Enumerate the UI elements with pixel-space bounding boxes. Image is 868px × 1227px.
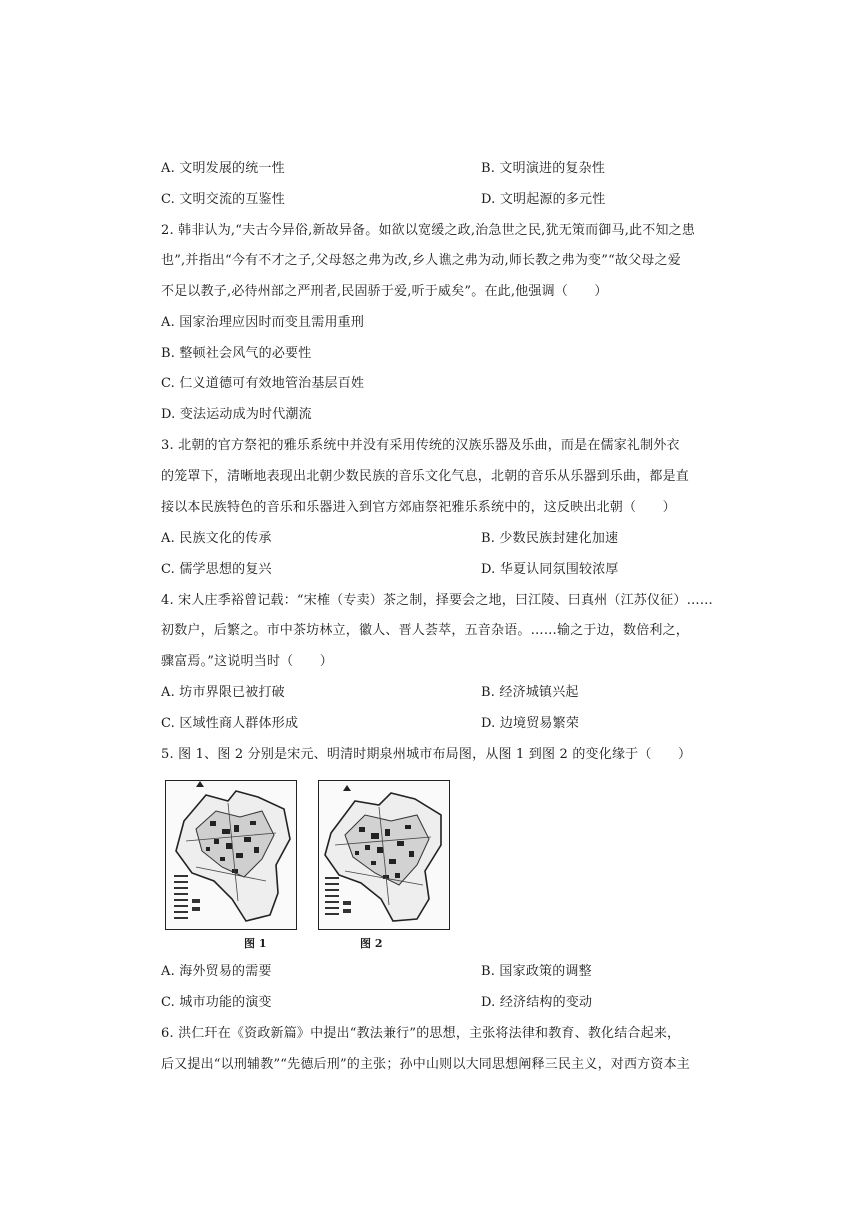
q1-option-d: D. 文明起源的多元性 — [481, 192, 606, 207]
q4-stem-line-2: 初数户，后繁之。市中茶坊林立，徽人、晋人荟萃，五音杂语。……输之于边，数倍利之， — [161, 623, 690, 638]
q3-option-c: C. 儒学思想的复兴 — [161, 562, 272, 577]
q2-option-b: B. 整顿社会风气的必要性 — [161, 346, 312, 361]
q6-stem-line-2: 后又提出“以刑辅教”“先德后刑”的主张；孙中山则以大同思想阐释三民主义，对西方资本主 — [161, 1057, 690, 1072]
q4-option-a: A. 坊市界限已被打破 — [161, 685, 285, 700]
figure-2-caption: 图 2 — [360, 937, 383, 950]
q3-option-a: A. 民族文化的传承 — [161, 531, 272, 546]
q3-stem-line-3: 接以本民族特色的音乐和乐器进入到官方郊庙祭祀雅乐系统中的，这反映出北朝（ ） — [161, 500, 676, 515]
q3-stem-line-1: 3. 北朝的官方祭祀的雅乐系统中并没有采用传统的汉族乐器及乐曲，而是在儒家礼制外衣 — [161, 438, 680, 453]
q6-stem-line-1: 6. 洪仁玕在《资政新篇》中提出“教法兼行”的思想，主张将法律和教育、教化结合起来， — [161, 1026, 681, 1041]
q5-option-a: A. 海外贸易的需要 — [161, 964, 272, 979]
q2-option-a: A. 国家治理应因时而变且需用重刑 — [161, 315, 365, 330]
q1-option-a: A. 文明发展的统一性 — [161, 161, 285, 176]
q2-stem-line-2: 也”,并指出“今有不才之子,父母怒之弗为改,乡人谯之弗为动,师长教之弗为变”“故父母之爱 — [161, 253, 681, 268]
q4-stem-line-3: 骤富焉。”这说明当时（ ） — [161, 654, 333, 669]
figure-1-caption: 图 1 — [244, 937, 267, 950]
q4-option-c: C. 区域性商人群体形成 — [161, 716, 299, 731]
city-map-figure-1 — [165, 780, 297, 930]
q4-option-b: B. 经济城镇兴起 — [481, 685, 579, 700]
q1-option-b: B. 文明演进的复杂性 — [481, 161, 606, 176]
q4-option-d: D. 边境贸易繁荣 — [481, 716, 580, 731]
q2-stem-line-1: 2. 韩非认为,“夫古今异俗,新故异备。如欲以宽缓之政,治急世之民,犹无策而御马,此不知之患 — [161, 223, 696, 238]
q4-stem-line-1: 4. 宋人庄季裕曾记载：“宋榷（专卖）茶之制，择要会之地，曰江陵、曰真州（江苏仪征）…… — [161, 593, 713, 608]
q2-option-d: D. 变法运动成为时代潮流 — [161, 407, 312, 422]
q2-stem-line-3: 不足以教子,必待州部之严刑者,民固骄于爱,听于威矣”。在此,他强调（ ） — [161, 284, 608, 299]
q5-option-b: B. 国家政策的调整 — [481, 964, 592, 979]
q3-option-b: B. 少数民族封建化加速 — [481, 531, 619, 546]
q2-option-c: C. 仁义道德可有效地管治基层百姓 — [161, 376, 365, 391]
q5-stem-line-1: 5. 图 1、图 2 分别是宋元、明清时期泉州城市布局图，从图 1 到图 2 的变化缘于（ ） — [161, 747, 692, 762]
q3-stem-line-2: 的笼罩下，清晰地表现出北朝少数民族的音乐文化气息，北朝的音乐从乐器到乐曲，都是直 — [161, 469, 690, 484]
q5-option-c: C. 城市功能的演变 — [161, 995, 272, 1010]
city-map-figure-2 — [318, 780, 450, 930]
q1-option-c: C. 文明交流的互鉴性 — [161, 192, 285, 207]
q3-option-d: D. 华夏认同氛围较浓厚 — [481, 562, 619, 577]
q5-option-d: D. 经济结构的变动 — [481, 995, 593, 1010]
